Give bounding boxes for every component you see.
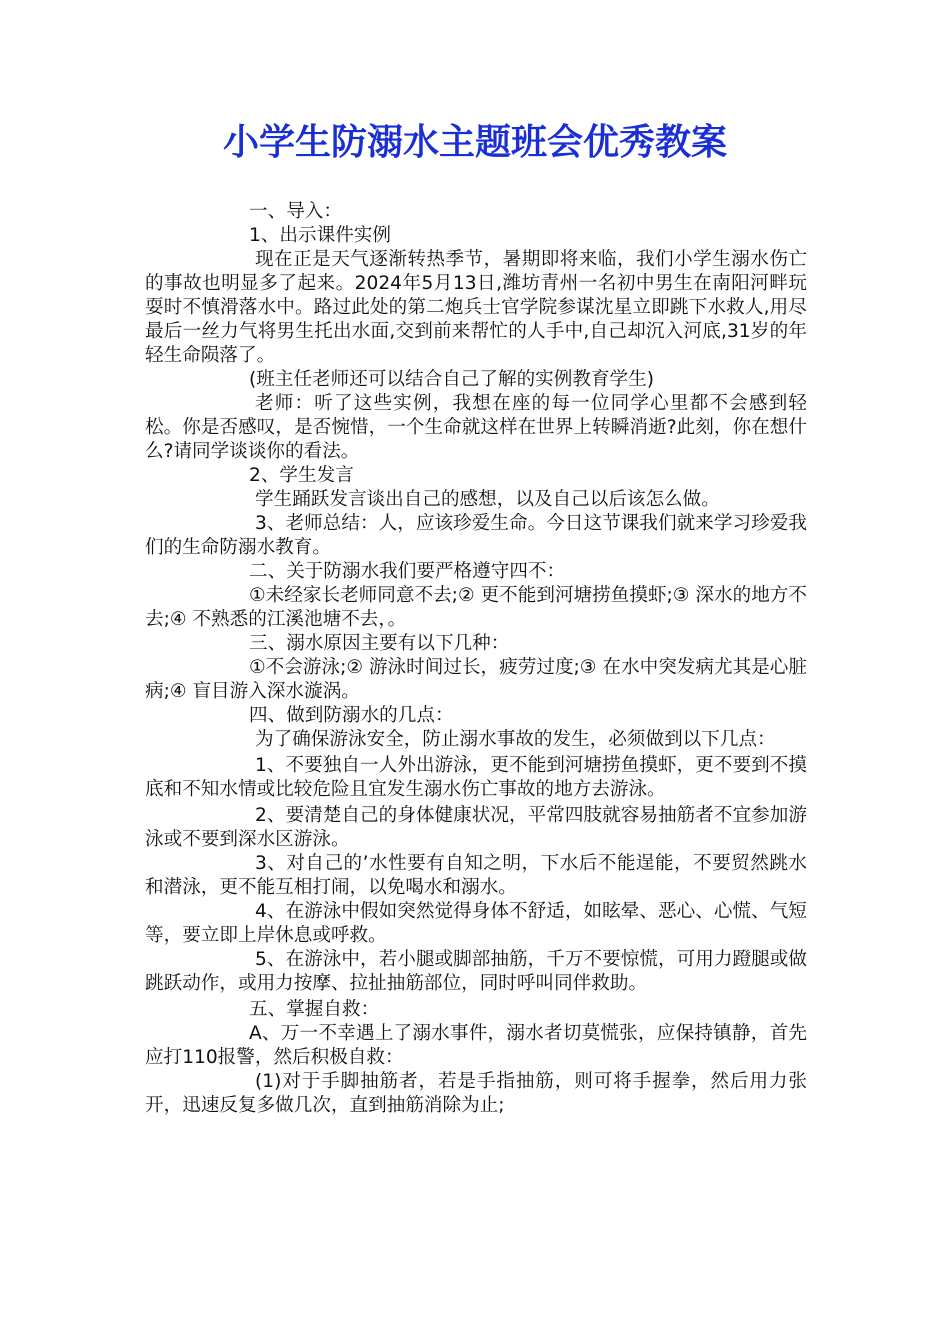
section-heading-intro: 一、导入： xyxy=(249,201,342,222)
list-item-prevention-5: 5、在游泳中，若小腿或脚部抽筋，千万不要惊慌，可用力蹬腿或做跳跃动作，或用力按摩、拉扯抽筋部位，同时呼叫同伴救助。 xyxy=(145,949,807,994)
paragraph-causes: ①不会游泳;② 游泳时间过长，疲劳过度;③ 在水中突发病尤其是心脏病;④ 盲目游入深水漩涡。 xyxy=(145,657,807,702)
document-body xyxy=(145,200,807,1118)
paragraph-teacher-note: (班主任老师还可以结合自己了解的实例教育学生) xyxy=(249,369,654,390)
paragraph-example: 现在正是天气逐渐转热季节，暑期即将来临，我们小学生溺水伤亡的事故也明显多了起来。2024年5月13日,潍坊青州一名初中男生在南阳河畔玩耍时不慎滑落水中。路过此处的第二炮兵士官学院参谋沈星立即跳下水救人,用尽最后一丝力气将男生托出水面,交到前来帮忙的人手中,自己却沉入河底,31岁的年轻生命陨落了。 xyxy=(145,249,807,366)
subheading-student-speech: 2、学生发言 xyxy=(249,465,354,486)
paragraph-student-speech: 学生踊跃发言谈出自己的感想，以及自己以后该怎么做。 xyxy=(255,489,720,510)
subheading-show-examples: 1、出示课件实例 xyxy=(249,225,391,246)
document-title: 小学生防溺水主题班会优秀教案 xyxy=(222,121,727,163)
paragraph-self-rescue-a: A、万一不幸遇上了溺水事件，溺水者切莫慌张，应保持镇静，首先应打110报警，然后积极自救： xyxy=(145,1023,807,1068)
section-heading-causes: 三、溺水原因主要有以下几种： xyxy=(249,633,510,654)
section-heading-four-nots: 二、关于防溺水我们要严格遵守四不： xyxy=(249,561,566,582)
list-item-prevention-3: 3、对自己的’水性要有自知之明，下水后不能逞能，不要贸然跳水和潜泳，更不能互相打闹，以免喝水和溺水。 xyxy=(145,853,807,898)
paragraph-cramp-handling: (1)对于手脚抽筋者，若是手指抽筋，则可将手握拳，然后用力张开，迅速反复多做几次，直到抽筋消除为止; xyxy=(145,1071,807,1116)
list-item-prevention-2: 2、要清楚自己的身体健康状况，平常四肢就容易抽筋者不宜参加游泳或不要到深水区游泳。 xyxy=(145,805,807,850)
section-heading-self-rescue: 五、掌握自救： xyxy=(249,999,380,1020)
list-item-prevention-1: 1、不要独自一人外出游泳，更不能到河塘捞鱼摸虾，更不要到不摸底和不知水情或比较危险且宜发生溺水伤亡事故的地方去游泳。 xyxy=(145,755,807,800)
paragraph-teacher-speech: 老师：听了这些实例，我想在座的每一位同学心里都不会感到轻松。你是否感叹，是否惋惜，一个生命就这样在世界上转瞬消逝?此刻，你在想什么?请同学谈谈你的看法。 xyxy=(145,393,807,462)
paragraph-prevention-intro: 为了确保游泳安全，防止溺水事故的发生，必须做到以下几点： xyxy=(255,729,776,750)
paragraph-four-nots: ①未经家长老师同意不去;② 更不能到河塘捞鱼摸虾;③ 深水的地方不去;④ 不熟悉的江溪池塘不去，。 xyxy=(145,585,807,630)
paragraph-teacher-summary: 3、老师总结：人，应该珍爱生命。今日这节课我们就来学习珍爱我们的生命防溺水教育。 xyxy=(145,513,807,558)
list-item-prevention-4: 4、在游泳中假如突然觉得身体不舒适，如眩晕、恶心、心慌、气短等，要立即上岸休息或呼救。 xyxy=(145,901,807,946)
section-heading-prevention: 四、做到防溺水的几点： xyxy=(249,705,454,726)
